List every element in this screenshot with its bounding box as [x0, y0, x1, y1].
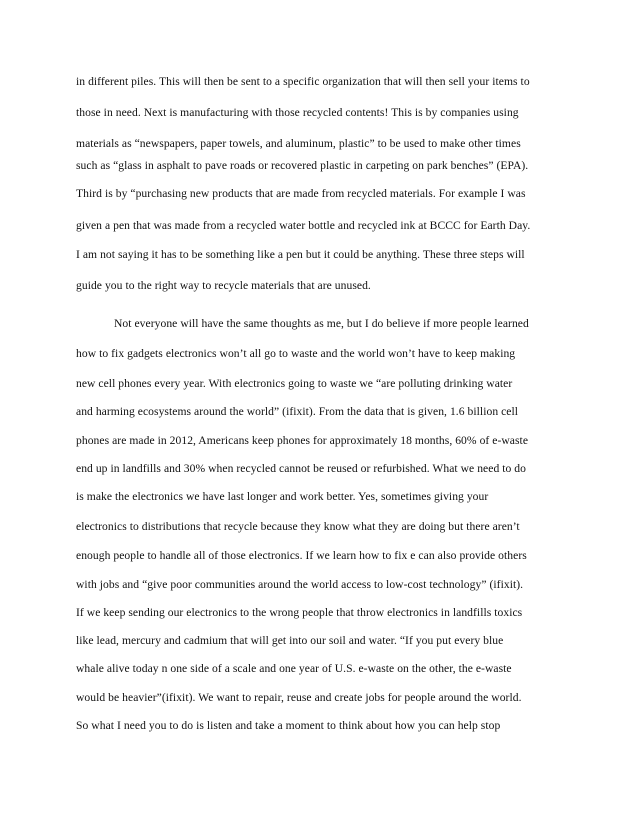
text-line: I am not saying it has to be something like a pen but it could be anything. These three steps will [76, 248, 525, 261]
text-line: new cell phones every year. With electronics going to waste we “are polluting drinking water [76, 377, 513, 390]
text-line: If we keep sending our electronics to the wrong people that throw electronics in landfills toxics [76, 606, 523, 619]
text-line: like lead, mercury and cadmium that will get into our soil and water. “If you put every blue [76, 634, 504, 647]
text-line: would be heavier”(ifixit). We want to repair, reuse and create jobs for people around the world. [76, 691, 522, 704]
paragraph-first-line: Not everyone will have the same thoughts as me, but I do believe if more people learned [114, 317, 529, 330]
text-line: phones are made in 2012, Americans keep phones for approximately 18 months, 60% of e-waste [76, 434, 529, 447]
text-line: how to fix gadgets electronics won’t all go to waste and the world won’t have to keep making [76, 347, 516, 360]
text-line: guide you to the right way to recycle materials that are unused. [76, 279, 371, 292]
text-line: given a pen that was made from a recycled water bottle and recycled ink at BCCC for Earth Day. [76, 219, 531, 232]
text-line: those in need. Next is manufacturing with those recycled contents! This is by companies using [76, 106, 519, 119]
text-line: electronics to distributions that recycle because they know what they are doing but there aren’t [76, 520, 520, 533]
text-line: is make the electronics we have last longer and work better. Yes, sometimes giving your [76, 490, 489, 503]
text-line: end up in landfills and 30% when recycled cannot be reused or refurbished. What we need to do [76, 462, 527, 475]
text-line: whale alive today n one side of a scale and one year of U.S. e-waste on the other, the e-waste [76, 662, 512, 675]
text-line: So what I need you to do is listen and take a moment to think about how you can help stop [76, 719, 501, 732]
text-line: materials as “newspapers, paper towels, and aluminum, plastic” to be used to make other times [76, 137, 521, 150]
text-line: with jobs and “give poor communities around the world access to low-cost technology” (ifixit). [76, 578, 524, 591]
text-line: such as “glass in asphalt to pave roads or recovered plastic in carpeting on park benches” (EPA). [76, 159, 529, 172]
text-line: in different piles. This will then be sent to a specific organization that will then sell your items to [76, 75, 530, 88]
text-line: enough people to handle all of those electronics. If we learn how to fix e can also provide others [76, 549, 527, 562]
text-line: and harming ecosystems around the world” (ifixit). From the data that is given, 1.6 billion cell [76, 405, 519, 418]
text-line: Third is by “purchasing new products that are made from recycled materials. For example I was [76, 187, 526, 200]
